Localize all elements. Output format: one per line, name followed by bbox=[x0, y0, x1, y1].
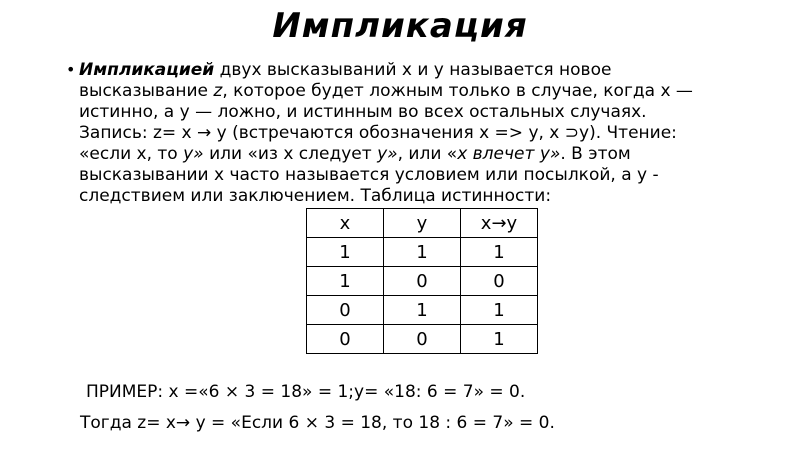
definition-text-3: или «из x следует bbox=[203, 144, 378, 164]
definition-text-4: , или « bbox=[397, 144, 458, 164]
truth-table-cell: 1 bbox=[461, 296, 538, 325]
truth-table-header-implication: x→y bbox=[461, 209, 538, 238]
truth-table-cell: 1 bbox=[307, 267, 384, 296]
truth-table bbox=[306, 208, 538, 354]
truth-table-cell: 0 bbox=[461, 267, 538, 296]
definition-z: z bbox=[213, 81, 223, 101]
definition-text-1: двух высказываний x и y называется новое высказывание bbox=[79, 60, 612, 101]
conclusion-line: Тогда z= x→ y = «Если 6 × 3 = 18, то 18 : 6 = 7» = 0. bbox=[80, 413, 555, 433]
truth-table-row bbox=[307, 296, 538, 325]
truth-table-cell: 0 bbox=[384, 267, 461, 296]
truth-table-row bbox=[307, 267, 538, 296]
truth-table-cell: 0 bbox=[384, 325, 461, 354]
truth-table-header-x: x bbox=[307, 209, 384, 238]
bullet-marker: • bbox=[66, 60, 76, 79]
definition-x-implies-y: x влечет y» bbox=[457, 144, 561, 164]
definition-term: Импликацией bbox=[79, 60, 215, 80]
truth-table-cell: 1 bbox=[461, 325, 538, 354]
definition-y-2: y» bbox=[377, 144, 398, 164]
definition-text-5: . В этом высказывании x часто называется условием или посылкой, а y - следствием или заключением. Таблица истинности: bbox=[79, 144, 659, 206]
example-line: ПРИМЕР: x =«6 × 3 = 18» = 1;y= «18: 6 = 7» = 0. bbox=[86, 382, 526, 402]
truth-table-header-y: y bbox=[384, 209, 461, 238]
truth-table-header-row bbox=[307, 209, 538, 238]
definition-y-1: y» bbox=[183, 144, 204, 164]
truth-table-cell: 1 bbox=[384, 296, 461, 325]
truth-table-row bbox=[307, 238, 538, 267]
truth-table-cell: 1 bbox=[307, 238, 384, 267]
definition-text-2: , которое будет ложным только в случае, когда x — истинно, а y — ложно, и истинным во всех остальных случаях. Запись: z= x → y (встречаются обозначения x => y, x ⊃y). Чтение: «если x, то bbox=[79, 81, 693, 164]
slide-title: Импликация bbox=[272, 6, 528, 46]
truth-table-cell: 0 bbox=[307, 325, 384, 354]
truth-table-cell: 1 bbox=[461, 238, 538, 267]
truth-table-cell: 1 bbox=[384, 238, 461, 267]
truth-table-row bbox=[307, 325, 538, 354]
definition-paragraph bbox=[79, 60, 719, 207]
truth-table-cell: 0 bbox=[307, 296, 384, 325]
